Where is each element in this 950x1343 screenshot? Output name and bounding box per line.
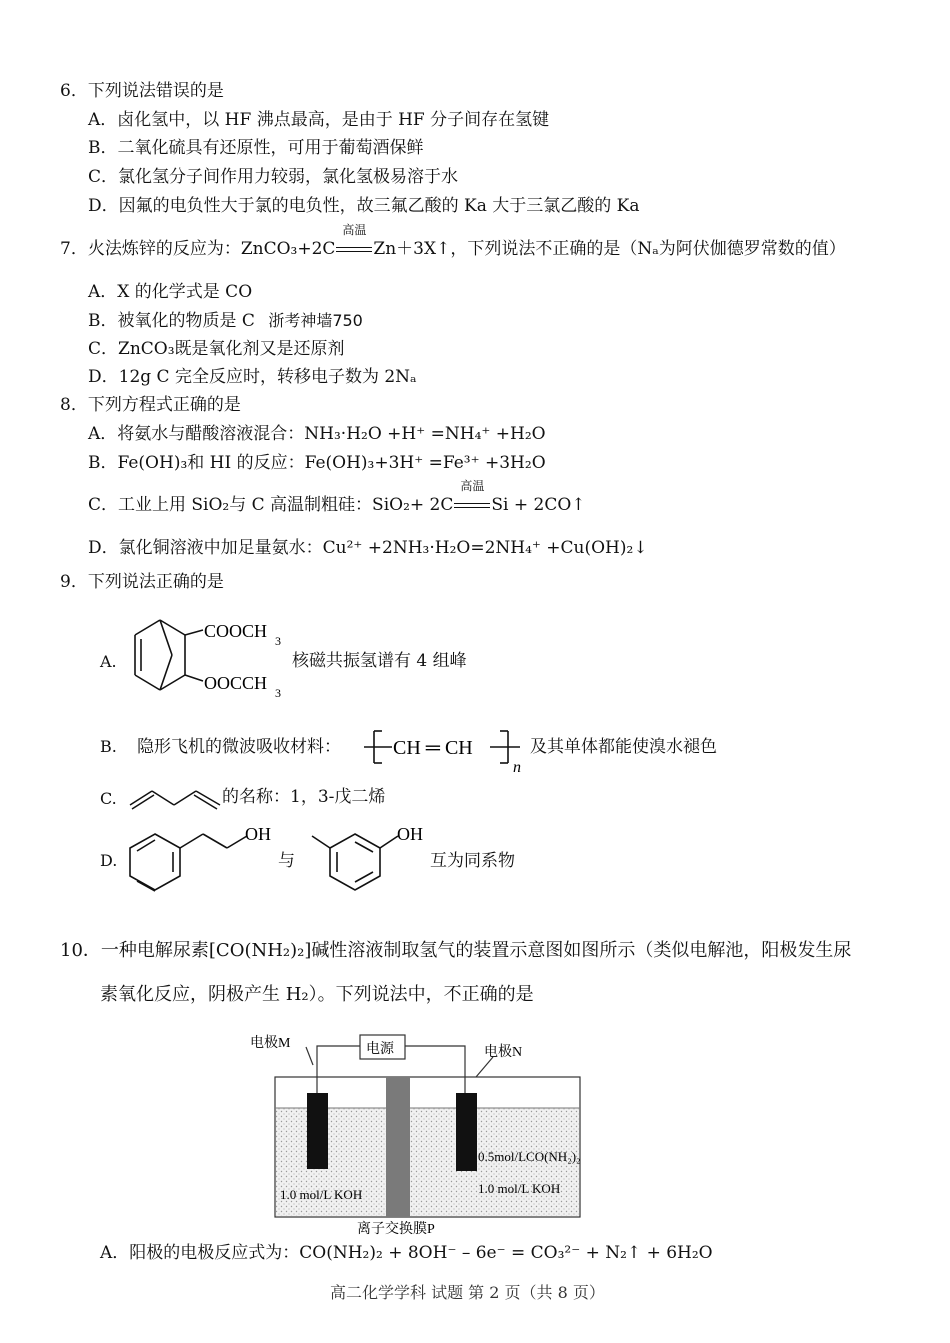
left-koh-label: 1.0 mol/L KOH <box>280 1187 363 1202</box>
q9-c-label: C. <box>100 789 117 808</box>
q8-option-c-pre: C．工业上用 SiO₂与 C 高温制粗硅：SiO₂+ 2C <box>88 495 454 515</box>
q9-b-polymer: CH ═ CH <box>393 737 473 759</box>
electrode-m-label: 电极M <box>250 1036 291 1051</box>
q9-a-sub1-idx: 3 <box>275 634 281 648</box>
q7-option-a: A．X 的化学式是 CO <box>88 282 253 302</box>
q7-stem-post: Zn＋3X↑，下列说法不正确的是（Nₐ为阿伏伽德罗常数的值） <box>373 239 846 259</box>
q10-stem-line1: 10．一种电解尿素[CO(NH₂)₂]碱性溶液制取氢气的装置示意图如图所示（类似电解池，阳极发生尿 <box>60 940 852 961</box>
q9-a-sub2-idx: 3 <box>275 686 281 700</box>
q8-option-a: A．将氨水与醋酸溶液混合：NH₃·H₂O +H⁺ =NH₄⁺ +H₂O <box>88 424 546 444</box>
urea-label: 0.5mol/LCO(NH₂)₂ <box>478 1149 581 1164</box>
q9-d-and: 与 <box>278 851 295 871</box>
q9-a-label: A. <box>100 652 117 671</box>
pentadiene-structure <box>128 785 224 811</box>
electrolysis-diagram <box>240 1025 620 1240</box>
polyacetylene-structure <box>362 725 532 775</box>
page-footer: 高二化学学科 试题 第 2 页（共 8 页） <box>330 1283 605 1302</box>
q9-a-sub1: COOCH <box>204 621 268 641</box>
q9-d-oh2: OH <box>397 824 423 844</box>
norbornene-ester-structure <box>120 615 295 705</box>
q9-d-label: D. <box>100 851 118 870</box>
q7-condition <box>335 223 373 260</box>
q9-a-sub2: OOCCH <box>204 673 268 693</box>
q9-d-text: 互为同系物 <box>430 851 515 871</box>
q7-option-b <box>88 310 363 332</box>
q10-option-a: A．阳极的电极反应式为：CO(NH₂)₂ + 8OH⁻ – 6e⁻ = CO₃²⁻ + N₂↑ + 6H₂O <box>100 1243 713 1263</box>
q9-b-n: n <box>513 759 521 775</box>
q8-stem: 8．下列方程式正确的是 <box>60 395 241 415</box>
q7-stem <box>60 223 846 260</box>
q9-a-text: 核磁共振氢谱有 4 组峰 <box>292 651 467 671</box>
q6-option-a: A．卤化氢中，以 HF 沸点最高，是由于 HF 分子间存在氢键 <box>88 110 550 130</box>
q8-option-c-post: Si + 2CO↑ <box>491 495 586 515</box>
q9-b-label: B. <box>100 737 117 756</box>
electrode-n-label: 电极N <box>484 1045 523 1060</box>
q9-c-text: 的名称：1，3-戊二烯 <box>222 787 386 807</box>
electrode-m <box>307 1093 328 1169</box>
q8-option-b: B．Fe(OH)₃和 HI 的反应：Fe(OH)₃+3H⁺ =Fe³⁺ +3H₂O <box>88 453 546 473</box>
q7-option-d: D．12g C 完全反应时，转移电子数为 2Nₐ <box>88 367 417 387</box>
membrane-label: 离子交换膜P <box>357 1222 435 1237</box>
q6-stem: 6．下列说法错误的是 <box>60 81 224 101</box>
power-label: 电源 <box>366 1042 394 1057</box>
q8-option-c <box>88 479 586 516</box>
q9-stem: 9．下列说法正确的是 <box>60 572 224 592</box>
q6-option-c: C．氯化氢分子间作用力较弱，氯化氢极易溶于水 <box>88 167 459 187</box>
q8-condition-text: 高温 <box>460 479 485 493</box>
cresol-structure <box>310 820 440 892</box>
q6-option-d: D．因氟的电负性大于氯的电负性，故三氟乙酸的 Ka 大于三氯乙酸的 Ka <box>88 196 640 216</box>
q6-option-b: B．二氧化硫具有还原性，可用于葡萄酒保鲜 <box>88 138 424 158</box>
phenylethanol-structure <box>125 820 295 892</box>
q9-d-oh1: OH <box>245 824 271 844</box>
right-koh-label: 1.0 mol/L KOH <box>478 1181 561 1196</box>
electrode-n <box>456 1093 477 1171</box>
ion-exchange-membrane <box>386 1077 410 1217</box>
q7-condition-text: 高温 <box>342 223 367 237</box>
q9-b-text-post: 及其单体都能使溴水褪色 <box>530 737 717 757</box>
q7-option-b-text: B．被氧化的物质是 C <box>88 311 255 331</box>
q7-option-c: C．ZnCO₃既是氧化剂又是还原剂 <box>88 339 345 359</box>
watermark-text: 浙考神墙750 <box>268 311 363 330</box>
q7-stem-pre: 7．火法炼锌的反应为：ZnCO₃+2C <box>60 239 336 259</box>
q9-b-text-pre: 隐形飞机的微波吸收材料： <box>137 737 341 757</box>
q10-stem-line2: 素氧化反应，阴极产生 H₂）。下列说法中，不正确的是 <box>100 984 534 1005</box>
q8-condition <box>453 479 491 516</box>
q8-option-d: D．氯化铜溶液中加足量氨水：Cu²⁺ +2NH₃·H₂O=2NH₄⁺ +Cu(OH)₂↓ <box>88 538 648 558</box>
